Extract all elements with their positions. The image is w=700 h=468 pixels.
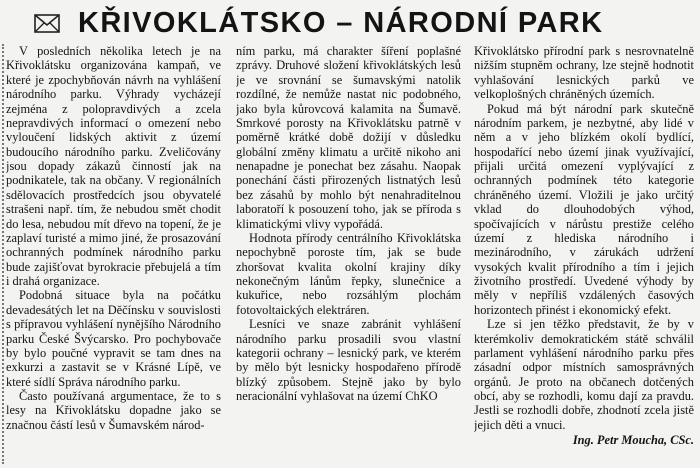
envelope-icon — [34, 14, 60, 33]
article-title: KŘIVOKLÁTSKO – NÁRODNÍ PARK — [78, 7, 604, 39]
article-header — [6, 4, 694, 38]
paragraph-6: Pokud má být národní park skutečně národním parkem, je nezbytné, aby lidé v něm a v jeho blízkém okolí bydlící, hospodařící nebo území jinak využívající, přijali určitá omezení vyplývající z ochranných podmínek této kategorie chráněného území. Vložili je jako určitý vklad do dlouhodobých výhod, spočívajících v nárůstu prestiže celého území z hlediska národního i mezinárodního, v zárukách udržení vysokých kvalit přírodního a tím i jejich životního prostředí. Uvedené výhody by měly v nepříliš vzdálených časových horizontech přinést i ekonomický efekt. — [474, 101, 694, 317]
column-2 — [236, 44, 461, 464]
paragraph-5-start: Lesníci ve snaze zabránit vyhlášení národního parku prosadili svou vlastní kategorii ochrany – lesnický park, ve kterém by mělo být lesnicky hospodařeno přírodě blízký způsobem. Stejně jako by bylo neracionální vyhlašovat na území ChKO — [236, 317, 461, 403]
paragraph-1: V posledních několika letech je na Křivoklátsku organizována kampaň, ve které je zpochybňován návrh na vyhlášení národního parku. Výhrady vycházejí zejména z polopravdivých a zcela nepravdivých informací o omezení nebo vyloučení lidských aktivit z území budoucího národního parku. Zveličovány jsou dopady zákazů činností jak na podnikatele, tak na občany. V regionálních sdělovacích prostředcích jsou obyvatelé strašeni např. tím, že nebudou smět chodit do lesa, nebudou mít dřevo na topení, že je zaplaví turisté a mimo jiné, že prosazování ochranných podmínek národního parku bude zajišťovat byrokracie přebujelá a tím i drahá organizace. — [6, 44, 221, 288]
author-signature: Ing. Petr Moucha, CSc. — [572, 433, 694, 448]
paragraph-5-continued: Křivoklátsko přírodní park s nesrovnatelně nižším stupněm ochrany, lze stejně hodnotit vyhlašování lesnických parků ve velkoplošných chráněných územích. — [474, 44, 694, 102]
paragraph-2: Podobná situace byla na počátku devadesátých let na Děčínsku v souvislosti s přípravou vyhlášení nynějšího Národního parku České Švýcarsko. Pro pochybovače by bylo poučné vypravit se tam dnes na exkurzi a zastavit se v Krásné Lípě, ve které sídlí Správa národního parku. — [6, 288, 221, 389]
paragraph-3-continued: ním parku, má charakter šíření poplašné zprávy. Druhové složení křivoklátských lesů je ve srovnání se šumavskými natolik rozdílné, že nemůže nastat nic podobného, jako byla kůrovcová kalamita na Šumavě. Smrkové porosty na Křivoklátsku patrně v poměrně krátké době dožijí v důsledku globální změny klimatu a určitě nikoho ani nenapadne je ponechat bez zásahu. Naopak ponechání části přirozených listnatých lesů bez zásahů by mohlo být nenahraditelnou laboratoří k posouzení toho, jak se příroda s klimatickými vlivy vypořádá. — [236, 44, 461, 231]
paragraph-7: Lze si jen těžko představit, že by v kterémkoliv demokratickém státě schválil parlament vyhlášení národního parku přes zásadní odpor místních samosprávných orgánů. Je proto na občanech dotčených obcí, aby se rozhodli, komu dají za pravdu. Jestli se rozhodli dobře, zhodnotí zcela jistě jejich děti a vnuci. — [474, 317, 694, 432]
paragraph-4: Hodnota přírody centrálního Křivoklátska nepochybně poroste tím, jak se bude zhoršovat kvalita okolní krajiny díky nekonečným lánům řepky, slunečnice a kukuřice, nebo rozsáhlým plochám fotovoltaických elektráren. — [236, 230, 461, 317]
column-3 — [474, 44, 694, 464]
paragraph-3-start: Často používaná argumentace, že to s lesy na Křivoklátsku dopadne jako se značnou částí lesů v Šumavském národ- — [6, 389, 221, 432]
column-1 — [6, 44, 221, 464]
